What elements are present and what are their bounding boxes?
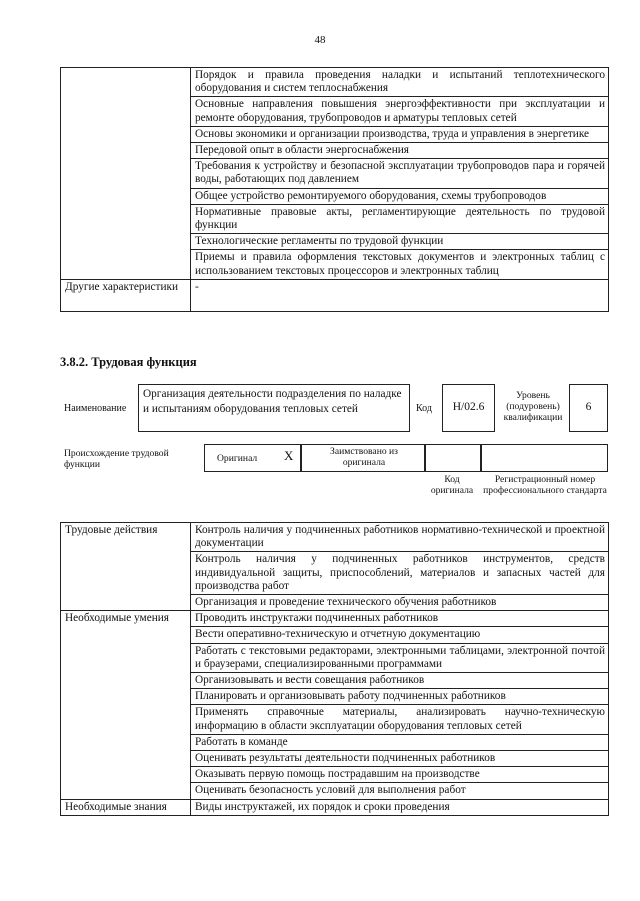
section-heading: 3.8.2. Трудовая функция: [60, 355, 197, 369]
function-name: Организация деятельности подразделения по наладке и испытаниям оборудования тепловых сетей: [143, 388, 402, 415]
skill-row: Оказывать первую помощь пострадавшим на производстве: [191, 767, 609, 783]
knowledge-row: Передовой опыт в области энергоснабжения: [191, 143, 609, 159]
other-characteristics-label: Другие характеристики: [61, 279, 191, 311]
knowledge-row: Технологические регламенты по трудовой функции: [191, 234, 609, 250]
knowledge-table-continued: [60, 67, 609, 312]
level-label: Уровень (подуровень) квалификации: [503, 390, 563, 423]
knowledge-label: Необходимые знания: [61, 799, 191, 815]
code-value: Н/02.6: [452, 401, 485, 413]
knowledge-row: Основы экономики и организации производства, труда и управления в энергетике: [191, 126, 609, 142]
knowledge-row: Требования к устройству и безопасной эксплуатации трубопроводов пара и горячей воды, работающих под давлением: [191, 159, 609, 188]
knowledge-row: Порядок и правила проведения наладки и испытаний теплотехнического оборудования и систем теплоснабжения: [191, 68, 609, 97]
name-label: Наименование: [64, 403, 127, 414]
knowledge-row: Нормативные правовые акты, регламентирующие деятельность по трудовой функции: [191, 204, 609, 233]
action-row: Контроль наличия у подчиненных работников инструментов, средств индивидуальной защиты, приспособлений, материалов и запасных частей для производства работ: [191, 552, 609, 595]
skill-row: Применять справочные материалы, анализировать научно-техническую информацию в области эксплуатации оборудования тепловых сетей: [191, 705, 609, 734]
function-details-table: [60, 522, 609, 816]
origin-label: Происхождение трудовой функции: [64, 448, 169, 470]
skills-label: Необходимые умения: [61, 611, 191, 799]
page-number: 48: [314, 34, 326, 46]
knowledge-row: Общее устройство ремонтируемого оборудования, схемы трубопроводов: [191, 188, 609, 204]
knowledge-row: Основные направления повышения энергоэффективности при эксплуатации и ремонте оборудования, трубопроводов и арматуры тепловых сетей: [191, 97, 609, 126]
skill-row: Проводить инструктажи подчиненных работников: [191, 611, 609, 627]
divider: [480, 444, 482, 472]
original-mark: X: [284, 448, 294, 463]
actions-label: Трудовые действия: [61, 523, 191, 611]
level-value: 6: [585, 401, 592, 413]
original-code-label: Код оригинала: [430, 474, 474, 496]
code-box: [442, 384, 495, 432]
reg-number-label: Регистрационный номер профессионального стандарта: [483, 474, 607, 496]
skill-row: Оценивать результаты деятельности подчиненных работников: [191, 751, 609, 767]
skill-row: Планировать и организовывать работу подчиненных работников: [191, 689, 609, 705]
function-name-box: [138, 384, 410, 432]
other-characteristics-value: -: [191, 279, 609, 311]
code-label: Код: [416, 403, 432, 414]
knowledge-row: Виды инструктажей, их порядок и сроки проведения: [191, 799, 609, 815]
knowledge-row: Приемы и правила оформления текстовых документов и электронных таблиц с использованием текстовых процессоров и электронных таблиц: [191, 250, 609, 279]
skill-row: Работать с текстовыми редакторами, электронными таблицами, электронной почтой и браузерами, специализированными программами: [191, 643, 609, 672]
divider: [300, 444, 302, 472]
skill-row: Оценивать безопасность условий для выполнения работ: [191, 783, 609, 799]
skill-row: Работать в команде: [191, 734, 609, 750]
borrowed-label: Заимствовано из оригинала: [330, 446, 398, 468]
skill-row: Организовывать и вести совещания работников: [191, 673, 609, 689]
action-row: Контроль наличия у подчиненных работников нормативно-технической и проектной документации: [191, 523, 609, 552]
original-label: Оригинал: [217, 453, 258, 464]
action-row: Организация и проведение технического обучения работников: [191, 595, 609, 611]
skill-row: Вести оперативно-техническую и отчетную документацию: [191, 627, 609, 643]
empty-label-cell: [61, 68, 191, 280]
divider: [424, 444, 426, 472]
level-box: [569, 384, 608, 432]
